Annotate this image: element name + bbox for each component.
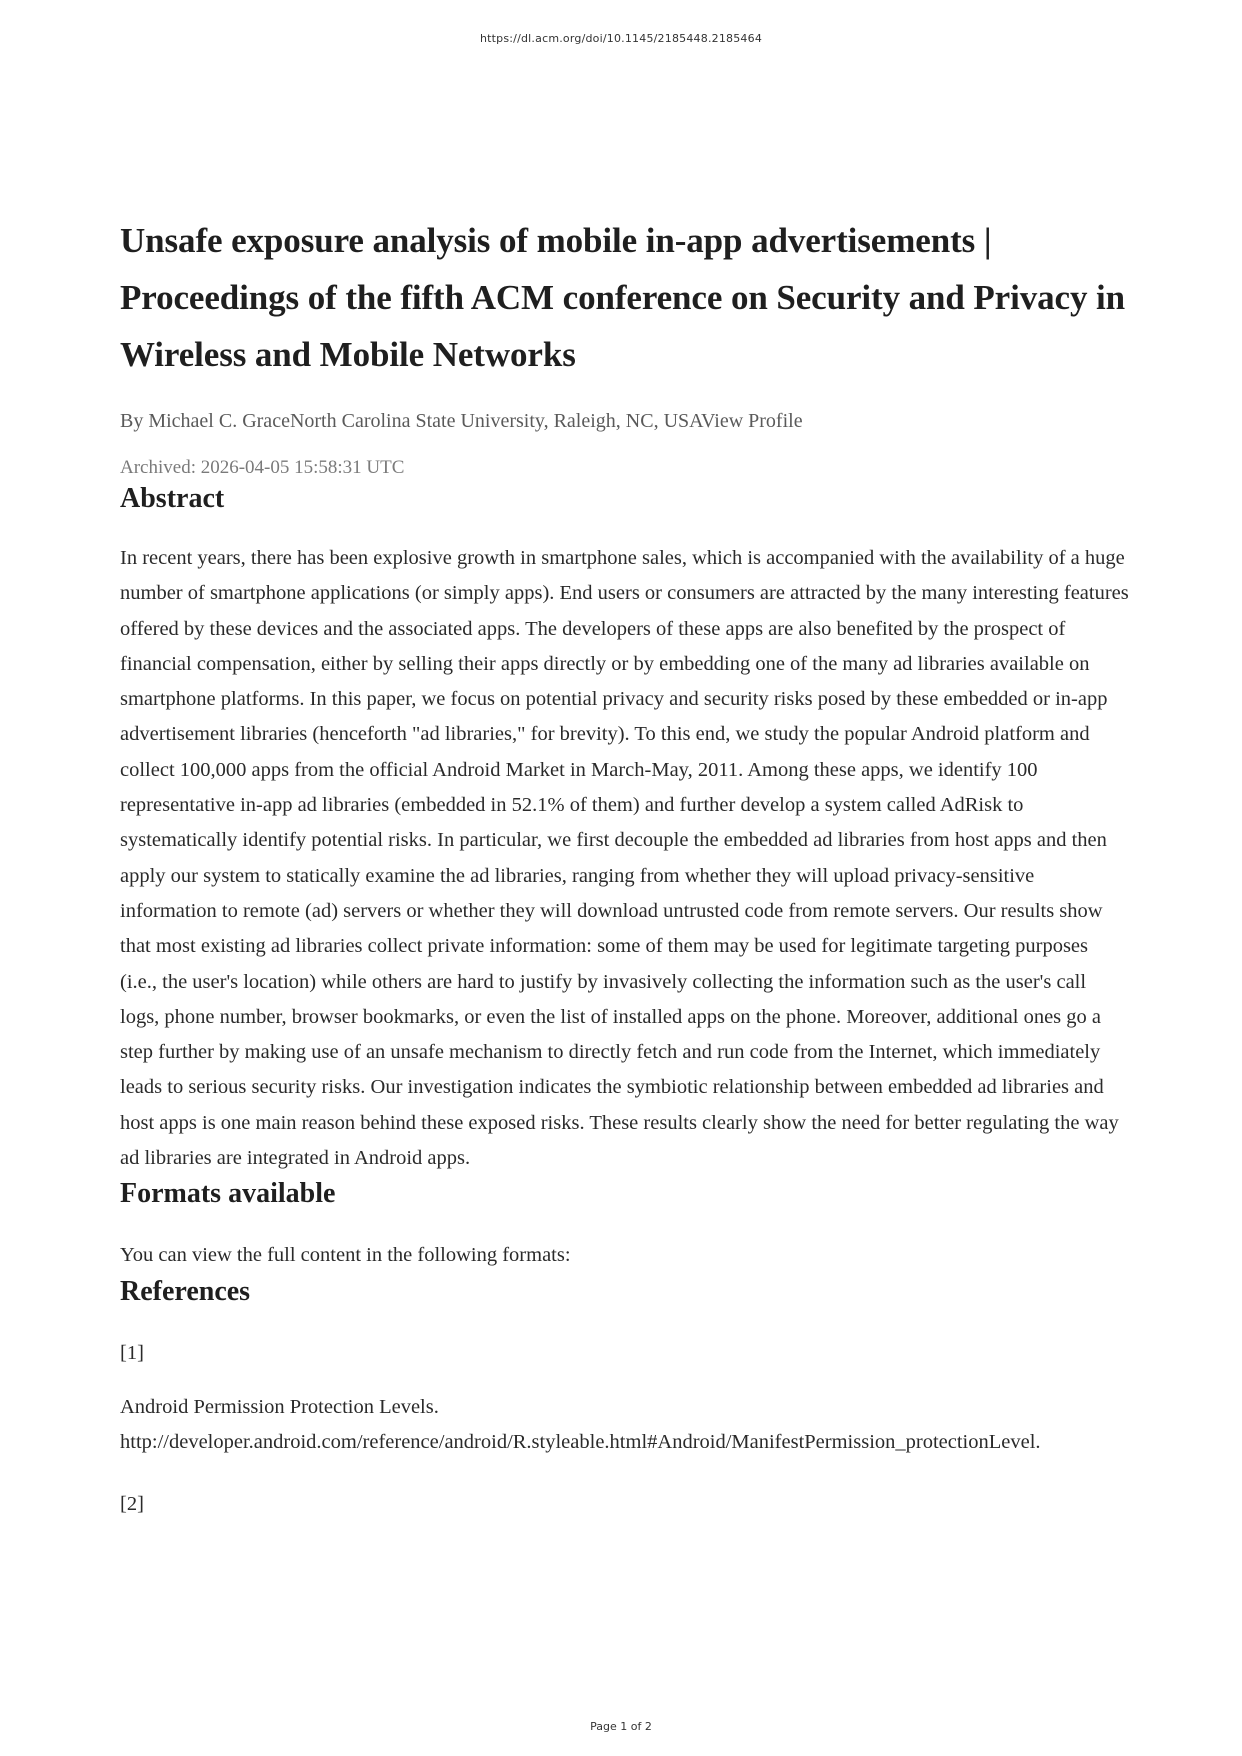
page-number: Page 1 of 2 xyxy=(590,1720,652,1733)
page-title: Unsafe exposure analysis of mobile in-app advertisements | Proceedings of the fifth ACM conference on Security and Privacy in Wireless and Mobile Networks xyxy=(120,221,1126,374)
abstract-text: In recent years, there has been explosive growth in smartphone sales, which is accompanied with the availability of a huge number of smartphone applications (or simply apps). End users or consumers are attracted by the many interesting features offered by these devices and the associated apps. The developers of these apps are also benefited by the prospect of financial compensation, either by selling their apps directly or by embedding one of the many ad libraries available on smartphone platforms. In this paper, we focus on potential privacy and security risks posed by these embedded or in-app advertisement libraries (henceforth "ad libraries," for brevity). To this end, we study the popular Android platform and collect 100,000 apps from the official Android Market in March-May, 2011. Among these apps, we identify 100 representative in-app ad libraries (embedded in 52.1% of them) and further develop a system called AdRisk to systematically identify potential risks. In particular, we first decouple the embedded ad libraries from host apps and then apply our system to statically examine the ad libraries, ranging from whether they will upload privacy-sensitive information to remote (ad) servers or whether they will download untrusted code from remote servers. Our results show that most existing ad libraries collect private information: some of them may be used for legitimate targeting purposes (i.e., the user's location) while others are hard to justify by invasively collecting the information such as the user's call logs, phone number, browser bookmarks, or even the list of installed apps on the phone. Moreover, additional ones go a step further by making use of an unsafe mechanism to directly fetch and run code from the Internet, which immediately leads to serious security risks. Our investigation indicates the symbiotic relationship between embedded ad libraries and host apps is one main reason behind these exposed risks. These results clearly show the need for better regulating the way ad libraries are integrated in Android apps. xyxy=(120,547,1129,1170)
article-content xyxy=(120,212,1130,1522)
archived-timestamp: Archived: 2026-04-05 15:58:31 UTC xyxy=(120,457,405,478)
references-heading: References xyxy=(120,1275,251,1307)
formats-heading: Formats available xyxy=(120,1178,336,1210)
reference-text: Android Permission Protection Levels. http://developer.android.com/reference/android/R.styleable.html#Android/ManifestPermission_protectionLevel. xyxy=(120,1395,1041,1454)
abstract-heading: Abstract xyxy=(120,483,225,514)
reference-number: [2] xyxy=(120,1492,144,1515)
formats-text: You can view the full content in the following formats: xyxy=(120,1244,571,1267)
author-byline: By Michael C. GraceNorth Carolina State University, Raleigh, NC, USAView Profile xyxy=(120,410,803,432)
reference-number: [1] xyxy=(120,1341,144,1364)
page-url: https://dl.acm.org/doi/10.1145/2185448.2185464 xyxy=(479,32,763,45)
